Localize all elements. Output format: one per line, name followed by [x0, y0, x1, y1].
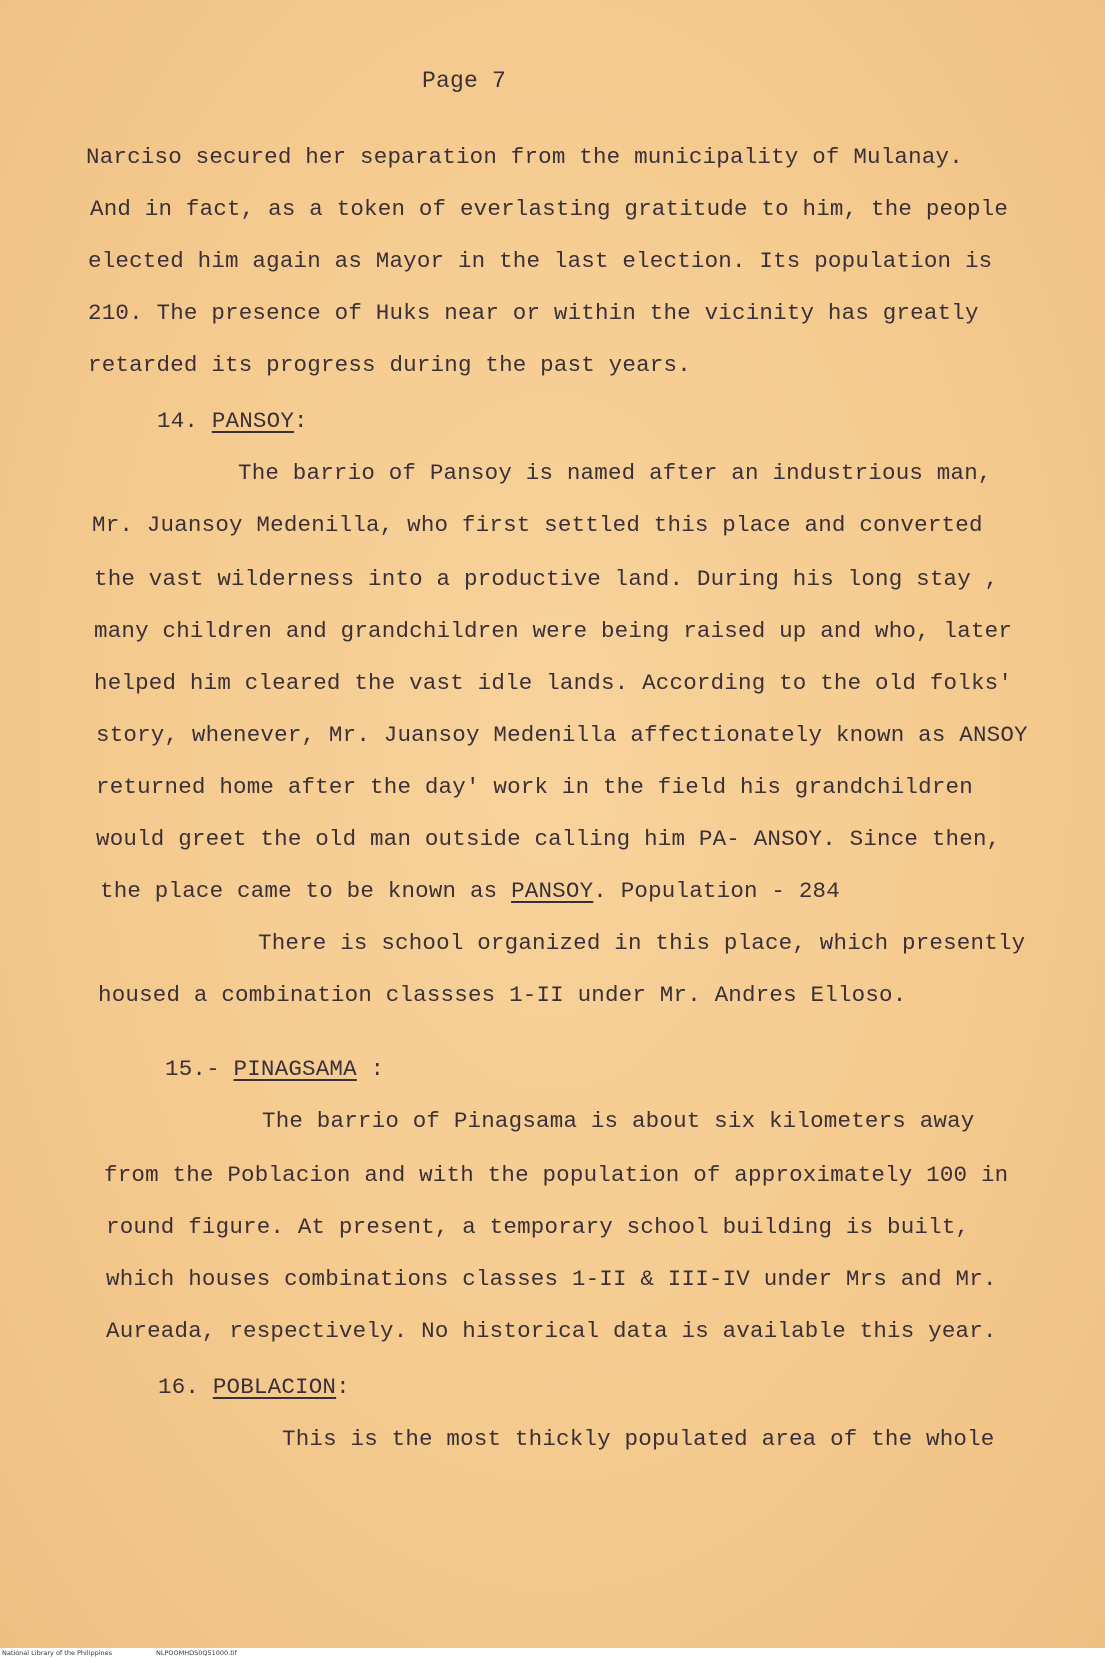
- section-heading: [158, 1374, 350, 1400]
- section-colon: :: [336, 1374, 350, 1400]
- footer-filename: NLPOOMHDS0Q51000.tif: [156, 1649, 237, 1657]
- footer-source: National Library of the Philippines: [2, 1649, 113, 1657]
- body-line: elected him again as Mayor in the last election. Its population is: [88, 248, 993, 274]
- section-title: PINAGSAMA: [233, 1056, 357, 1082]
- section-number: 16.: [158, 1374, 200, 1400]
- body-line: from the Poblacion and with the population of approximately 100 in: [104, 1162, 1009, 1188]
- section-colon: :: [370, 1056, 385, 1082]
- section-number: 15.-: [165, 1056, 220, 1082]
- body-line: round figure. At present, a temporary school building is built,: [106, 1214, 970, 1240]
- population-text: . Population - 284: [593, 878, 840, 904]
- body-line: story, whenever, Mr. Juansoy Medenilla affectionately known as ANSOY: [96, 722, 1028, 748]
- body-line: This is the most thickly populated area of the whole: [282, 1426, 995, 1452]
- body-line: housed a combination classses 1-II under Mr. Andres Elloso.: [98, 982, 907, 1008]
- body-line: [100, 878, 840, 904]
- section-number: 14.: [157, 408, 199, 434]
- section-colon: :: [294, 408, 308, 434]
- body-line: which houses combinations classes 1-II & III-IV under Mrs and Mr.: [106, 1266, 997, 1292]
- body-line: And in fact, as a token of everlasting gratitude to him, the people: [90, 196, 1009, 222]
- body-line: The barrio of Pinagsama is about six kilometers away: [262, 1108, 975, 1134]
- pansoy-name: PANSOY: [511, 878, 594, 904]
- line-prefix: the place came to be known as: [100, 878, 512, 904]
- scan-footer: [0, 1648, 1105, 1658]
- body-line: Mr. Juansoy Medenilla, who first settled this place and converted: [92, 512, 983, 538]
- body-line: would greet the old man outside calling him PA- ANSOY. Since then,: [96, 826, 1001, 852]
- body-line: 210. The presence of Huks near or within the vicinity has greatly: [88, 300, 979, 326]
- body-line: the vast wilderness into a productive land. During his long stay ,: [94, 566, 999, 592]
- body-line: There is school organized in this place, which presently: [258, 930, 1026, 956]
- body-line: retarded its progress during the past years.: [88, 352, 691, 378]
- section-title: POBLACION: [212, 1374, 337, 1400]
- body-line: many children and grandchildren were being raised up and who, later: [94, 618, 1013, 644]
- body-line: The barrio of Pansoy is named after an industrious man,: [238, 460, 992, 486]
- body-line: returned home after the day' work in the field his grandchildren: [96, 774, 973, 800]
- body-line: helped him cleared the vast idle lands. According to the old folks': [94, 670, 1013, 696]
- body-line: Narciso secured her separation from the municipality of Mulanay.: [86, 144, 963, 170]
- section-heading: [165, 1056, 384, 1082]
- section-title: PANSOY: [211, 408, 295, 434]
- body-line: Aureada, respectively. No historical data is available this year.: [106, 1318, 997, 1344]
- page-header: Page 7: [422, 68, 507, 94]
- section-heading: [157, 408, 308, 434]
